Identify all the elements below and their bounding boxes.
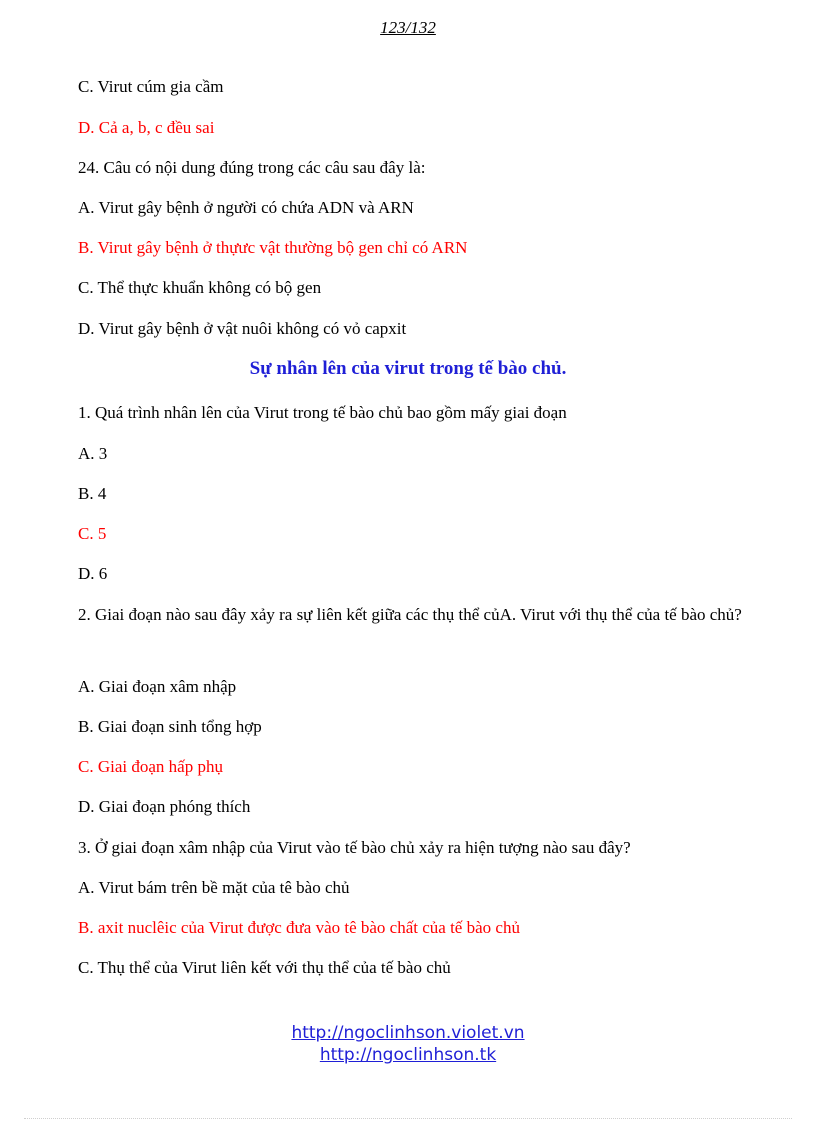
page-number: 123/132 [380, 18, 436, 37]
page-bottom-divider [24, 1118, 792, 1119]
footer-links [0, 1022, 816, 1066]
answer-option-correct: C. 5 [78, 524, 107, 543]
answer-option: A. 3 [78, 444, 108, 463]
question-text: 3. Ở giai đoạn xâm nhập của Virut vào tế bào chủ xảy ra hiện tượng nào sau đây? [78, 838, 631, 857]
answer-option-correct: B. Virut gây bệnh ở thựưc vật thường bộ gen chỉ có ARN [78, 238, 468, 257]
answer-option: D. Virut gây bệnh ở vật nuôi không có vỏ capxit [78, 319, 407, 338]
footer-link-violet[interactable]: http://ngoclinhson.violet.vn [291, 1023, 525, 1043]
section-title: Sự nhân lên của virut trong tế bào chủ. [249, 358, 567, 379]
answer-option-correct: B. axit nuclêic của Virut được đưa vào tê bào chất của tế bào chủ [78, 918, 520, 937]
answer-option: D. Giai đoạn phóng thích [78, 797, 251, 816]
answer-option: A. Virut bám trên bề mặt của tê bào chủ [78, 878, 350, 897]
answer-option: C. Thụ thể của Virut liên kết với thụ thể của tế bào chủ [78, 958, 451, 977]
answer-option: A. Virut gây bệnh ở người có chứa ADN và ARN [78, 198, 414, 217]
answer-option: B. Giai đoạn sinh tổng hợp [78, 717, 262, 736]
question-text: 24. Câu có nội dung đúng trong các câu sau đây là: [78, 158, 426, 177]
answer-option: B. 4 [78, 484, 107, 503]
answer-option: A. Giai đoạn xâm nhập [78, 677, 237, 696]
answer-option: C. Virut cúm gia cầm [78, 77, 224, 96]
answer-option: C. Thể thực khuẩn không có bộ gen [78, 278, 322, 297]
answer-option-correct: C. Giai đoạn hấp phụ [78, 757, 223, 776]
answer-option: D. 6 [78, 564, 108, 583]
footer-link-tk[interactable]: http://ngoclinhson.tk [319, 1045, 497, 1065]
question-text: 2. Giai đoạn nào sau đây xảy ra sự liên kết giữa các thụ thể củA. Virut với thụ thể của tế bào chủ? [78, 605, 742, 624]
question-text: 1. Quá trình nhân lên của Virut trong tế bào chủ bao gồm mấy giai đoạn [78, 403, 567, 422]
answer-option-correct: D. Cả a, b, c đều sai [78, 118, 215, 137]
